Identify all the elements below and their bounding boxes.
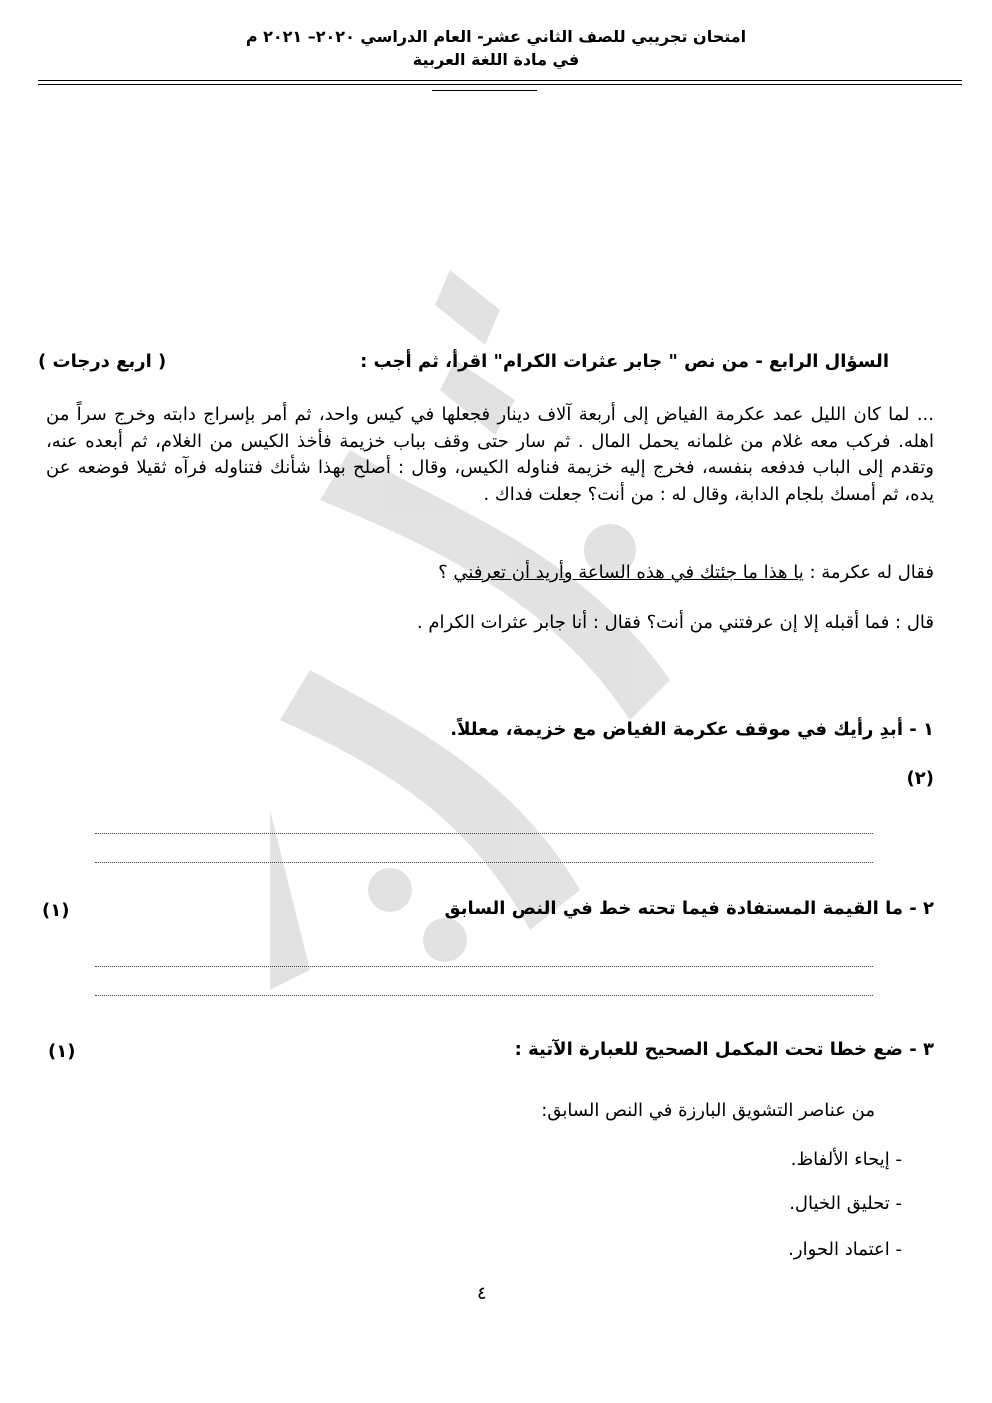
answer-line-3[interactable]	[95, 966, 873, 967]
exam-title: امتحان تجريبي للصف الثاني عشر- العام الدراسي ٢٠٢٠– ٢٠٢١ م	[245, 27, 747, 46]
page-number: ٤	[477, 1283, 487, 1304]
question-1: ١ - أبدِ رأيك في موقف عكرمة الفياض مع خزيمة، معللاً.	[450, 719, 934, 740]
answer-line-2[interactable]	[95, 862, 873, 863]
underlined-phrase: يا هذا ما جئتك في هذه الساعة وأريد أن تعرفني	[453, 562, 804, 583]
question-2: ٢ - ما القيمة المستفادة فيما تحته خط في النص السابق	[444, 898, 934, 919]
answer-line-1[interactable]	[95, 833, 873, 834]
question-3-marks: (١)	[48, 1041, 76, 1062]
question-3-stem: من عناصر التشويق البارزة في النص السابق:	[541, 1100, 875, 1121]
question-1-marks: (٢)	[906, 768, 934, 789]
exam-subject: في مادة اللغة العربية	[412, 50, 580, 69]
header-rule-bottom	[38, 84, 962, 85]
answer-line-4[interactable]	[95, 995, 873, 996]
question-title: السؤال الرابع - من نص " جابر عثرات الكرام" اقرأ، ثم أجب :	[360, 351, 889, 372]
question-2-marks: (١)	[42, 900, 70, 921]
question-3: ٣ - ضع خطا تحت المكمل الصحيح للعبارة الآتية :	[514, 1039, 934, 1060]
dialogue-prefix: فقال له عكرمة :	[803, 562, 934, 583]
option-3[interactable]: - اعتماد الحوار.	[788, 1239, 902, 1260]
header-rule-top	[38, 80, 962, 81]
passage-paragraph: ... لما كان الليل عمد عكرمة الفياض إلى أربعة آلاف دينار فجعلها في كيس واحد، ثم أمر بإسراج دابته وخرج سراً من اهله. فركب معه غلام من غلمانه يحمل المال . ثم سار حتى وقف بباب خزيمة فأخذ الكيس من الغلام، ثم أبعده عنه، وتقدم إلى الباب فدفعه بنفسه، فخرج إليه خزيمة فناوله الكيس، وقال : أصلح بهذا شأنك فتناوله فرآه ثقيلا فوضعه عن يده، ثم أمسك بلجام الدابة، وقال له : من أنت؟ جعلت فداك .	[46, 404, 934, 505]
dialogue-suffix: ؟	[438, 562, 454, 583]
option-2[interactable]: - تحليق الخيال.	[789, 1193, 902, 1214]
option-1[interactable]: - إيحاء الألفاظ.	[790, 1149, 902, 1170]
header-short-rule	[432, 90, 537, 91]
passage-dialogue-line	[438, 562, 934, 583]
passage-reply-line: قال : فما أقبله إلا إن عرفتني من أنت؟ فقال : أنا جابر عثرات الكرام .	[416, 612, 934, 633]
question-marks: ( اربع درجات )	[38, 351, 167, 372]
